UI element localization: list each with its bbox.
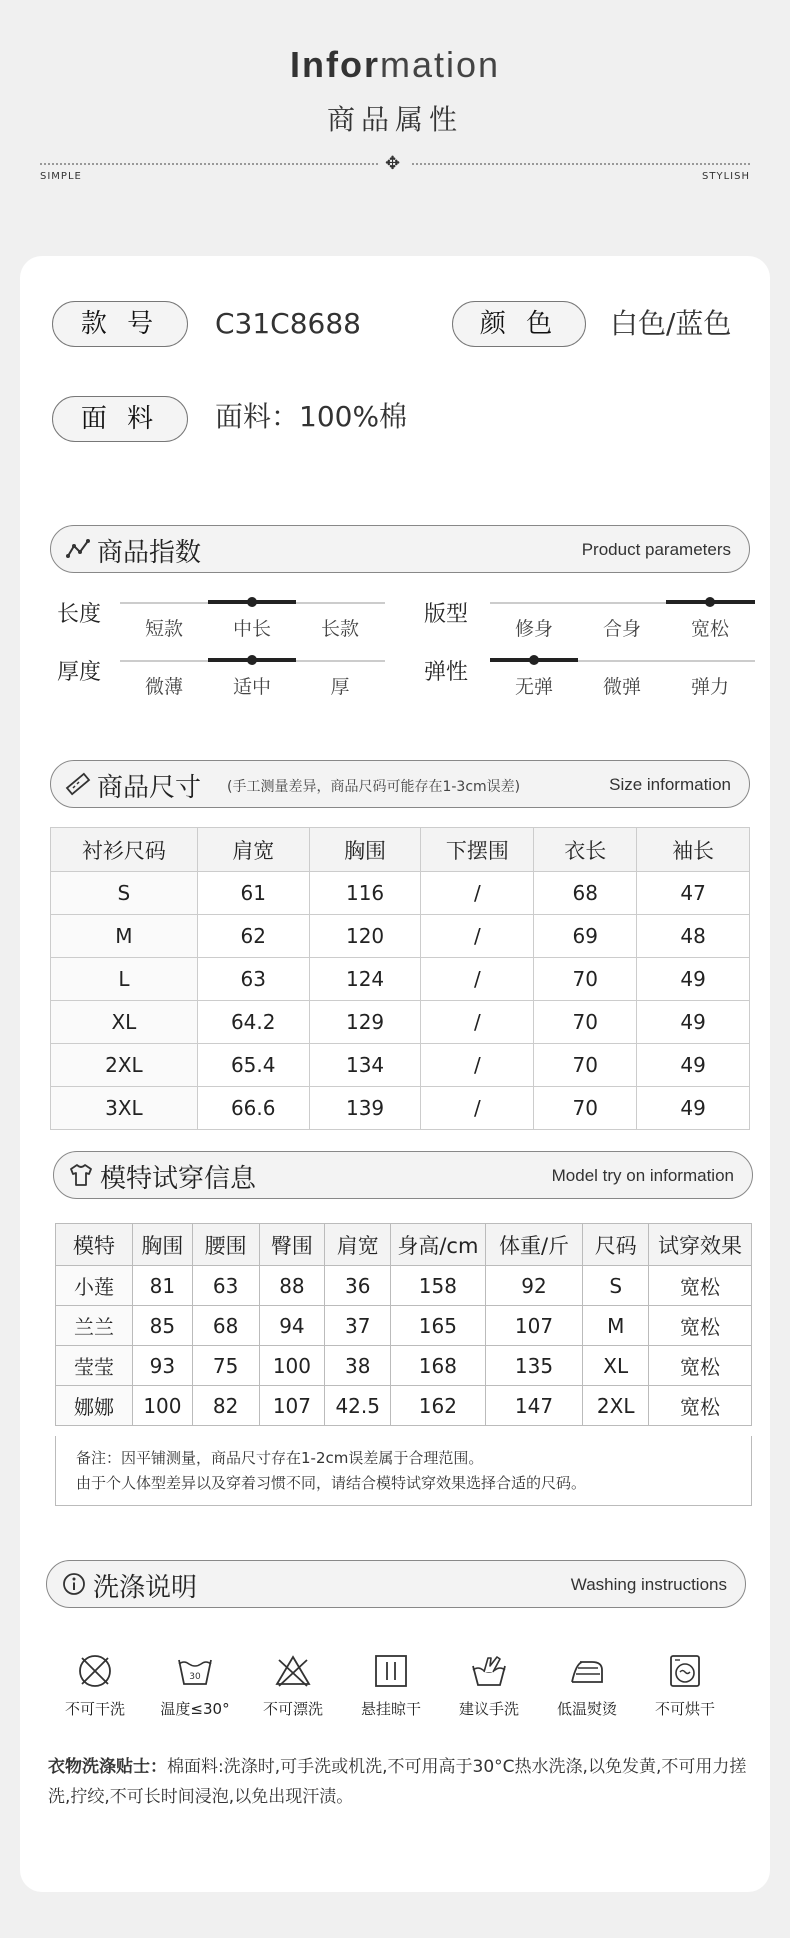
- table-row: [51, 958, 750, 1001]
- table-row: [56, 1386, 752, 1426]
- table-cell: 68: [192, 1306, 259, 1346]
- option: 长款: [320, 618, 359, 640]
- table-cell: 2XL: [583, 1386, 649, 1426]
- param-fit-label: 版型: [424, 602, 469, 627]
- table-header: 试穿效果: [649, 1224, 752, 1266]
- model-title: 模特试穿信息: [100, 1164, 257, 1194]
- table-cell: 100: [133, 1386, 193, 1426]
- size-table: [50, 827, 750, 1130]
- table-row: [51, 1044, 750, 1087]
- wash-label: 不可漂洗: [262, 1700, 323, 1718]
- table-cell: /: [421, 1001, 534, 1044]
- param-thickness-scale: [120, 658, 385, 698]
- table-cell: 小莲: [56, 1266, 133, 1306]
- table-cell: 63: [197, 958, 309, 1001]
- option: 厚: [330, 676, 350, 698]
- fabric-value: 面料：100%棉: [215, 400, 408, 433]
- option: 修身: [514, 618, 553, 640]
- table-row: [51, 872, 750, 915]
- ruler-icon: [65, 771, 91, 797]
- wash-item: [346, 1652, 436, 1719]
- table-cell: 66.6: [197, 1087, 309, 1130]
- model-subtitle-en: Model try on information: [551, 1166, 734, 1185]
- table-cell: 158: [391, 1266, 486, 1306]
- model-section-bar: [53, 1151, 753, 1199]
- params-subtitle-en: Product parameters: [581, 540, 731, 559]
- table-header-row: [56, 1224, 752, 1266]
- wash-title: 洗涤说明: [93, 1573, 198, 1603]
- table-cell: 47: [637, 872, 750, 915]
- table-row: [51, 1001, 750, 1044]
- table-cell: XL: [583, 1346, 649, 1386]
- size-section-bar: [50, 760, 750, 808]
- table-cell: 62: [197, 915, 309, 958]
- wash-label: 建议手洗: [458, 1700, 519, 1718]
- table-header-row: [51, 828, 750, 872]
- table-header: 腰围: [192, 1224, 259, 1266]
- table-cell: M: [583, 1306, 649, 1346]
- table-cell: 63: [192, 1266, 259, 1306]
- wash-tips: [48, 1752, 760, 1812]
- params-section-bar: [50, 525, 750, 573]
- table-row: [56, 1266, 752, 1306]
- param-length-scale: [120, 600, 385, 640]
- wash-item: [542, 1652, 632, 1719]
- option: 宽松: [690, 618, 729, 640]
- table-cell: 37: [325, 1306, 391, 1346]
- table-cell: 49: [637, 958, 750, 1001]
- no-bleach-icon: [274, 1652, 312, 1690]
- model-note-line2: 由于个人体型差异以及穿着习惯不同，请结合模特试穿效果选择合适的尺码。: [76, 1474, 587, 1492]
- table-cell: /: [421, 1044, 534, 1087]
- wash-30-icon: [176, 1652, 214, 1690]
- wash-item: [248, 1652, 338, 1719]
- fabric-label: 面 料: [52, 396, 188, 442]
- table-cell: 168: [391, 1346, 486, 1386]
- table-cell: 92: [485, 1266, 583, 1306]
- option: 无弹: [514, 676, 553, 698]
- table-cell: 75: [192, 1346, 259, 1386]
- table-cell: 兰兰: [56, 1306, 133, 1346]
- wash-label: 不可干洗: [64, 1700, 125, 1718]
- table-cell: /: [421, 915, 534, 958]
- table-cell: 69: [534, 915, 637, 958]
- option: 中长: [232, 618, 271, 640]
- option: 适中: [232, 676, 271, 698]
- param-thickness-label: 厚度: [57, 660, 102, 685]
- page-header: [0, 0, 790, 200]
- table-cell: 81: [133, 1266, 193, 1306]
- table-cell: 70: [534, 1001, 637, 1044]
- table-cell: 48: [637, 915, 750, 958]
- wash-tips-text: 棉面料:洗涤时,可手洗或机洗,不可用高于30°C热水洗涤,以免发黄,不可用力搓洗,拧绞,不可长时间浸泡,以免出现汗渍。: [48, 1757, 747, 1807]
- table-cell: 49: [637, 1087, 750, 1130]
- table-cell: 147: [485, 1386, 583, 1426]
- shirt-icon: [68, 1162, 94, 1188]
- table-header: 胸围: [133, 1224, 193, 1266]
- param-length-label: 长度: [57, 602, 102, 627]
- table-cell: /: [421, 958, 534, 1001]
- table-header: 模特: [56, 1224, 133, 1266]
- trend-line-icon: [65, 536, 91, 562]
- wash-label: 不可烘干: [654, 1700, 715, 1718]
- model-note: [55, 1436, 752, 1506]
- table-cell: XL: [51, 1001, 198, 1044]
- table-header: 袖长: [637, 828, 750, 872]
- wash-subtitle-en: Washing instructions: [570, 1575, 727, 1594]
- simple-tag: SIMPLE: [40, 171, 82, 182]
- table-header: 尺码: [583, 1224, 649, 1266]
- model-table: [55, 1223, 752, 1426]
- param-fit-scale: [490, 600, 755, 640]
- table-cell: 莹莹: [56, 1346, 133, 1386]
- wash-label: 低温熨烫: [556, 1700, 617, 1718]
- table-cell: 107: [485, 1306, 583, 1346]
- table-header: 体重/斤: [485, 1224, 583, 1266]
- no-tumble-dry-icon: [666, 1652, 704, 1690]
- table-cell: L: [51, 958, 198, 1001]
- table-cell: 42.5: [325, 1386, 391, 1426]
- table-cell: S: [51, 872, 198, 915]
- size-title: 商品尺寸: [97, 773, 202, 803]
- title-cn: 商品属性: [326, 103, 463, 136]
- table-cell: 120: [309, 915, 421, 958]
- cross-icon: ✥: [385, 153, 401, 174]
- style-no-label: 款 号: [52, 301, 188, 347]
- table-header: 臀围: [259, 1224, 325, 1266]
- table-cell: 70: [534, 958, 637, 1001]
- table-cell: 38: [325, 1346, 391, 1386]
- table-row: [56, 1346, 752, 1386]
- table-row: [56, 1306, 752, 1346]
- param-elastic-scale: [490, 658, 755, 698]
- style-no-value: C31C8688: [215, 307, 361, 340]
- table-header: 下摆围: [421, 828, 534, 872]
- table-cell: S: [583, 1266, 649, 1306]
- table-cell: 2XL: [51, 1044, 198, 1087]
- table-cell: /: [421, 1087, 534, 1130]
- table-header: 肩宽: [197, 828, 309, 872]
- table-cell: 139: [309, 1087, 421, 1130]
- hang-dry-icon: [372, 1652, 410, 1690]
- table-header: 肩宽: [325, 1224, 391, 1266]
- table-cell: 娜娜: [56, 1386, 133, 1426]
- table-cell: 134: [309, 1044, 421, 1087]
- option: 短款: [144, 618, 183, 640]
- table-header: 衬衫尺码: [51, 828, 198, 872]
- table-header: 胸围: [309, 828, 421, 872]
- table-cell: 宽松: [649, 1266, 752, 1306]
- table-cell: 70: [534, 1044, 637, 1087]
- wash-item: [50, 1652, 140, 1719]
- color-label: 颜 色: [452, 301, 586, 347]
- wash-item: [640, 1652, 730, 1719]
- table-cell: 129: [309, 1001, 421, 1044]
- table-cell: 65.4: [197, 1044, 309, 1087]
- svg-text:30: 30: [189, 1672, 201, 1682]
- table-cell: 94: [259, 1306, 325, 1346]
- table-cell: 162: [391, 1386, 486, 1426]
- wash-item: [444, 1652, 534, 1719]
- table-cell: 49: [637, 1044, 750, 1087]
- param-elastic-label: 弹性: [424, 660, 469, 685]
- table-cell: 宽松: [649, 1306, 752, 1346]
- wash-section-bar: [46, 1560, 746, 1608]
- table-cell: 61: [197, 872, 309, 915]
- table-cell: 107: [259, 1386, 325, 1426]
- divider-right: [412, 163, 750, 165]
- option: 微弹: [602, 676, 641, 698]
- table-cell: /: [421, 872, 534, 915]
- table-cell: 70: [534, 1087, 637, 1130]
- table-cell: 88: [259, 1266, 325, 1306]
- model-note-line1: 备注：因平铺测量，商品尺寸存在1-2cm误差属于合理范围。: [76, 1449, 484, 1467]
- table-cell: 93: [133, 1346, 193, 1386]
- table-cell: 135: [485, 1346, 583, 1386]
- option: 合身: [602, 618, 641, 640]
- low-iron-icon: [568, 1652, 606, 1690]
- wash-tips-label: 衣物洗涤贴士：: [48, 1757, 167, 1777]
- table-cell: 64.2: [197, 1001, 309, 1044]
- no-dry-clean-icon: [76, 1652, 114, 1690]
- stylish-tag: STYLISH: [702, 171, 750, 182]
- table-cell: 宽松: [649, 1386, 752, 1426]
- table-cell: 116: [309, 872, 421, 915]
- option: 微薄: [144, 676, 183, 698]
- table-cell: 68: [534, 872, 637, 915]
- hand-wash-icon: [470, 1652, 508, 1690]
- wash-label: 悬挂晾干: [360, 1700, 421, 1718]
- info-circle-icon: [61, 1571, 87, 1597]
- table-row: [51, 915, 750, 958]
- table-cell: 3XL: [51, 1087, 198, 1130]
- table-cell: 165: [391, 1306, 486, 1346]
- table-header: 身高/cm: [391, 1224, 486, 1266]
- params-title: 商品指数: [97, 538, 202, 568]
- table-cell: 100: [259, 1346, 325, 1386]
- table-cell: 82: [192, 1386, 259, 1426]
- table-cell: 124: [309, 958, 421, 1001]
- size-subtitle-en: Size information: [609, 775, 731, 794]
- wash-item: [150, 1652, 240, 1719]
- table-cell: 宽松: [649, 1346, 752, 1386]
- table-cell: 36: [325, 1266, 391, 1306]
- wash-label: 温度≤30°: [160, 1700, 230, 1718]
- divider-left: [40, 163, 378, 165]
- table-cell: 85: [133, 1306, 193, 1346]
- table-row: [51, 1087, 750, 1130]
- color-value: 白色/蓝色: [610, 307, 732, 340]
- table-cell: M: [51, 915, 198, 958]
- option: 弹力: [690, 676, 729, 698]
- table-cell: 49: [637, 1001, 750, 1044]
- table-header: 衣长: [534, 828, 637, 872]
- title-en: Information: [289, 44, 501, 85]
- size-note: (手工测量差异，商品尺码可能存在1-3cm误差): [227, 779, 521, 795]
